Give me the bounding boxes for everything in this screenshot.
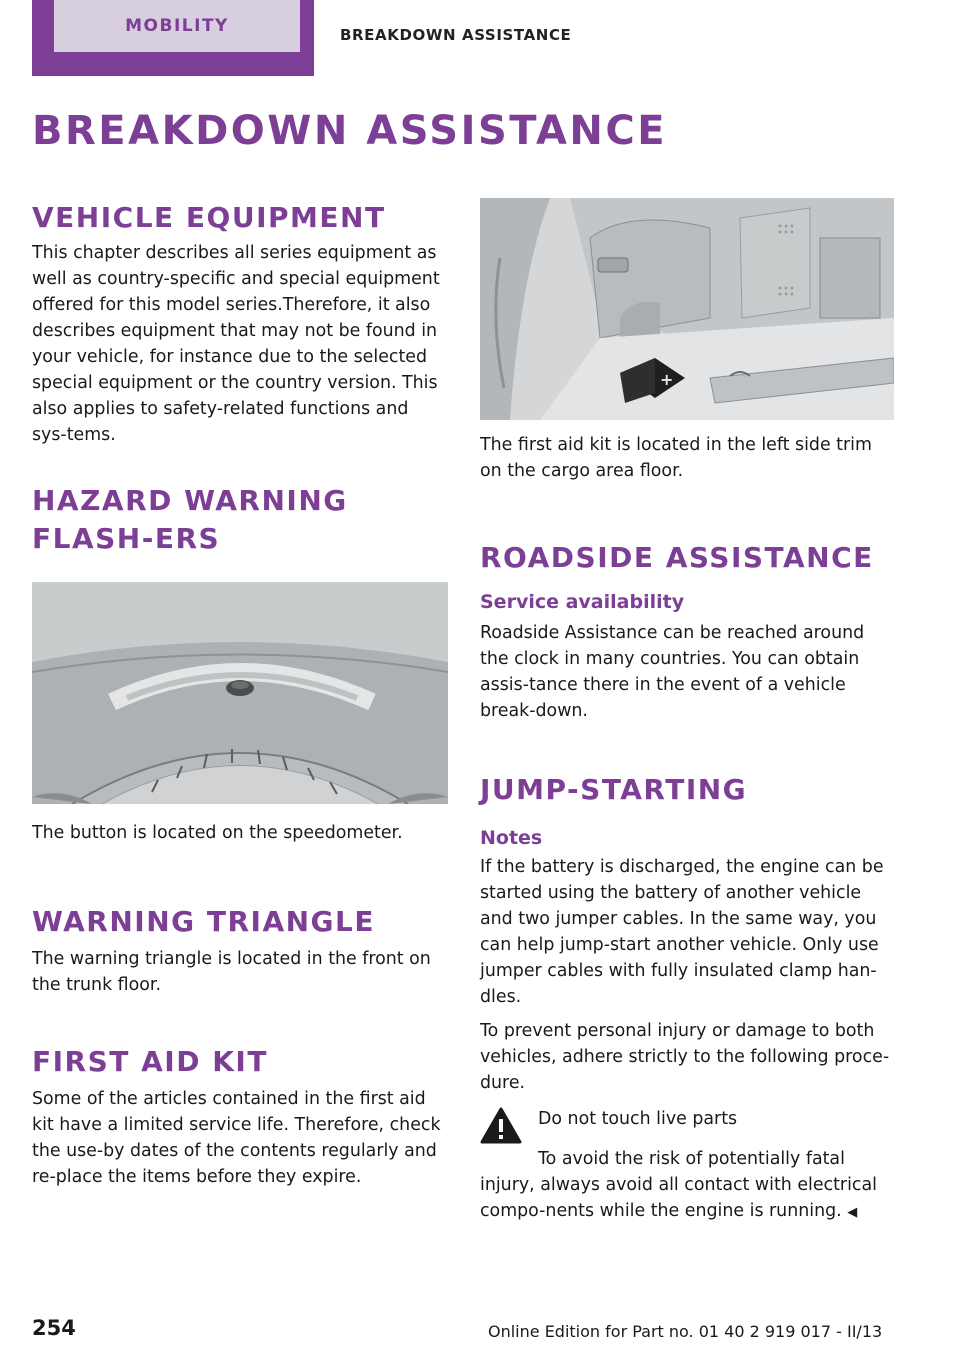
section-tab-label: MOBILITY: [125, 16, 229, 36]
notes-subheading: Notes: [480, 827, 543, 849]
section-tab-inner: [54, 0, 300, 52]
vehicle-equipment-heading: VEHICLE EQUIPMENT: [32, 201, 386, 234]
roadside-heading: ROADSIDE ASSISTANCE: [480, 541, 874, 574]
roadside-text: Roadside Assistance can be reached around the clock in many countries. You can obtain assis-tance there in the event of a vehicle break-down.: [480, 623, 865, 721]
jump-starting-text-2: To prevent personal injury or damage to both vehicles, adhere strictly to the following proce-dure.: [480, 1021, 890, 1093]
first-aid-caption: The first aid kit is located in the left side trim on the cargo area floor.: [480, 435, 872, 481]
speedometer-illustration: [32, 582, 448, 804]
breadcrumb: BREAKDOWN ASSISTANCE: [340, 26, 572, 44]
section-tab[interactable]: [32, 0, 314, 76]
warning-note: [480, 1106, 896, 1146]
warning-body: [480, 1146, 896, 1226]
warning-title: Do not touch live parts: [538, 1109, 738, 1129]
warning-triangle-heading: WARNING TRIANGLE: [32, 905, 376, 938]
jump-starting-heading: JUMP-STARTING: [480, 773, 748, 806]
warning-triangle-text: The warning triangle is located in the front on the trunk floor.: [32, 949, 431, 995]
left-column: [32, 196, 448, 1190]
first-aid-heading: FIRST AID KIT: [32, 1045, 268, 1078]
page-number: 254: [32, 1316, 76, 1340]
service-availability-subheading: Service availability: [480, 591, 685, 613]
svg-text:+: +: [660, 370, 674, 389]
first-aid-text: Some of the articles contained in the first aid kit have a limited service life. Therefore, check the use-by dates of the contents regularly and re-place the items before they expire.: [32, 1089, 441, 1187]
page-title: BREAKDOWN ASSISTANCE: [32, 108, 668, 154]
warning-title-wrap: [538, 1106, 737, 1146]
cargo-area-illustration: [480, 198, 894, 420]
vehicle-equipment-text: This chapter describes all series equipment as well as country-specific and special equipment offered for this model series.Therefore, it also describes equipment that may not be found in your vehicle, for instance due to the selected special equipment or the country version. This also applies to safety-related functions and sys-tems.: [32, 243, 440, 445]
warning-body-text: To avoid the risk of potentially fatal injury, always avoid all contact with electrical compo-nents while the engine is running.: [480, 1149, 877, 1221]
hazard-heading: HAZARD WARNING FLASH-ERS: [32, 484, 348, 555]
right-column: [480, 198, 896, 1226]
edition-footer: Online Edition for Part no. 01 40 2 919 017 - II/13: [488, 1322, 883, 1341]
warning-triangle-icon: [480, 1106, 522, 1146]
end-mark: ◀: [847, 1205, 858, 1220]
jump-starting-text-1: If the battery is discharged, the engine can be started using the battery of another vehicle and two jumper cables. In the same way, you can help jump-start another vehicle. Only use jumper cables with fully insulated clamp han-dles.: [480, 857, 884, 1007]
hazard-caption: The button is located on the speedometer.: [32, 823, 403, 843]
